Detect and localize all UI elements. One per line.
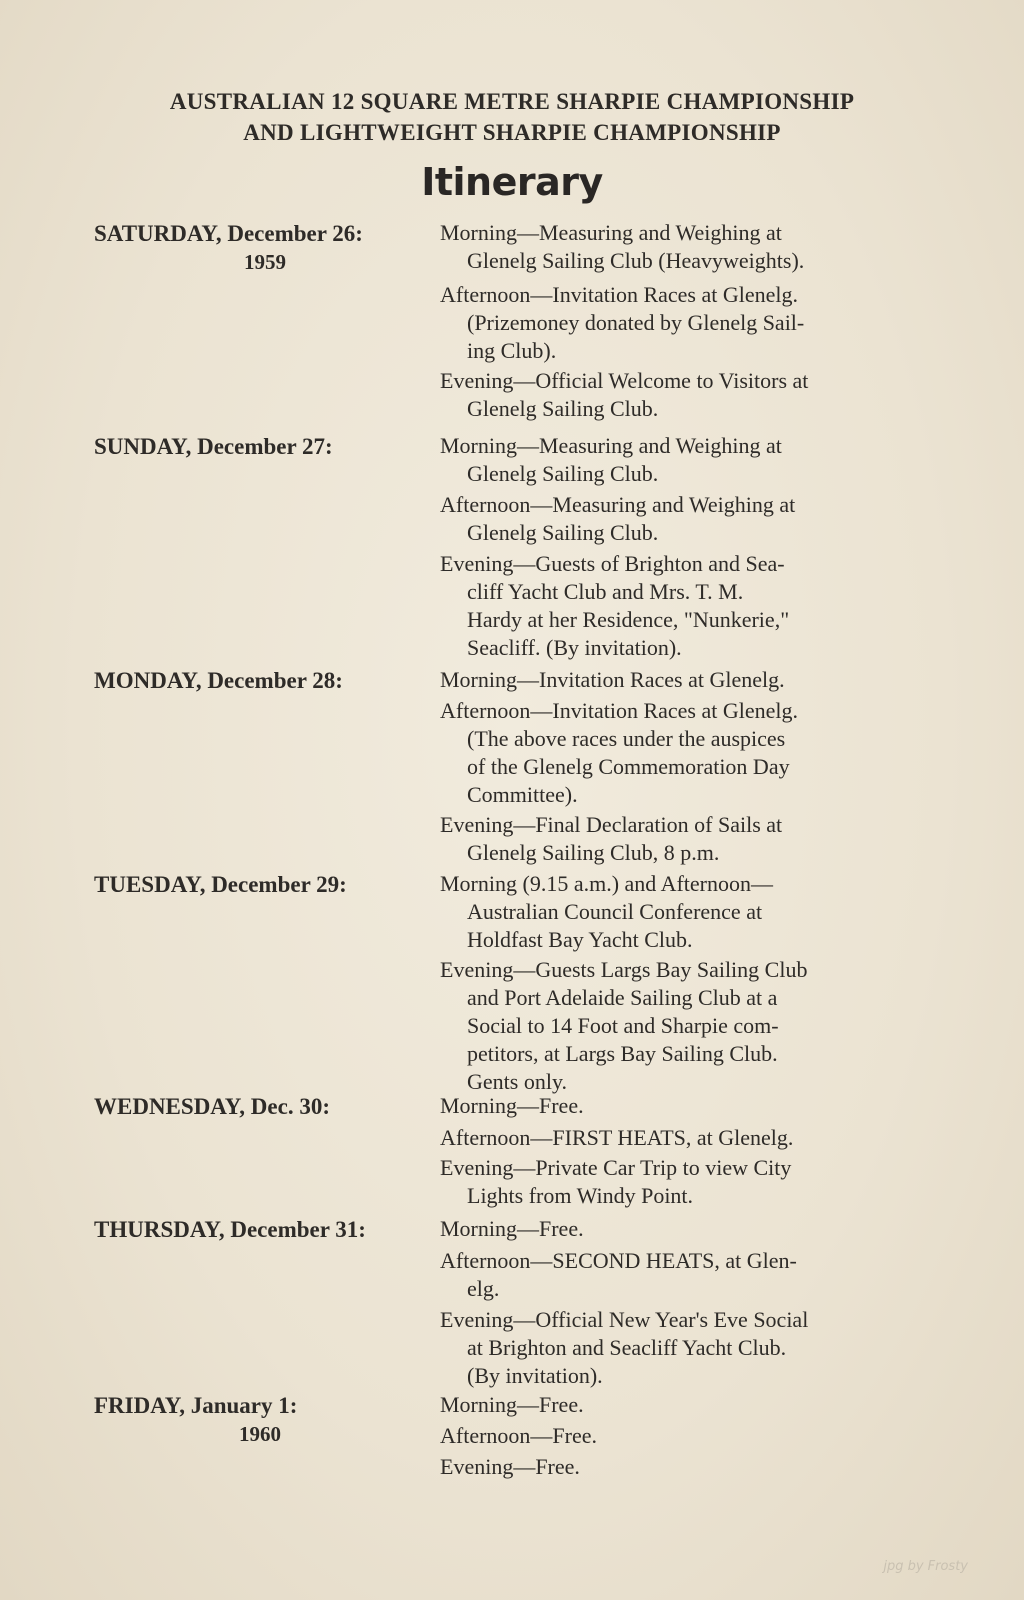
itinerary-entry [440, 219, 912, 275]
day-label-text: THURSDAY, December 31: [94, 1217, 366, 1242]
itinerary-entry [440, 956, 912, 1096]
itinerary-entry [440, 1154, 912, 1210]
entry-line: Evening—Private Car Trip to view City [440, 1155, 792, 1180]
day-year: 1960 [239, 1422, 281, 1446]
entry-line: Gents only. [467, 1069, 568, 1094]
day-label-friday [94, 1391, 434, 1448]
day-label-text: WEDNESDAY, Dec. 30: [94, 1094, 330, 1119]
entry-line: Evening—Free. [440, 1454, 580, 1479]
entry-line: petitors, at Largs Bay Sailing Club. [467, 1041, 778, 1066]
entry-line: Afternoon—FIRST HEATS, at Glenelg. [440, 1125, 794, 1150]
heading-line-2: AND LIGHTWEIGHT SHARPIE CHAMPIONSHIP [243, 120, 781, 145]
entry-line: Glenelg Sailing Club. [467, 461, 659, 486]
itinerary-entry [440, 281, 912, 365]
itinerary-entry [440, 1453, 912, 1481]
day-label-text: MONDAY, December 28: [94, 668, 343, 693]
entry-line: Seacliff. (By invitation). [467, 635, 682, 660]
day-label-wednesday [94, 1092, 434, 1121]
day-label-sunday [94, 432, 434, 461]
itinerary-entry [440, 697, 912, 809]
entry-line: Social to 14 Foot and Sharpie com- [467, 1013, 779, 1038]
itinerary-entry [440, 1391, 912, 1419]
entry-line: Afternoon—Free. [440, 1423, 598, 1448]
entry-line: Glenelg Sailing Club, 8 p.m. [467, 840, 720, 865]
day-label-text: TUESDAY, December 29: [94, 872, 347, 897]
day-label-text: SUNDAY, December 27: [94, 434, 333, 459]
photo-watermark: jpg by Frosty [883, 1559, 968, 1574]
entry-line: (By invitation). [467, 1363, 603, 1388]
entry-line: Glenelg Sailing Club. [467, 396, 659, 421]
entry-line: Morning—Measuring and Weighing at [440, 433, 782, 458]
entry-line: elg. [467, 1276, 500, 1301]
itinerary-entry [440, 1422, 912, 1450]
itinerary-entry [440, 367, 912, 423]
entry-line: Lights from Windy Point. [467, 1183, 694, 1208]
entry-line: at Brighton and Seacliff Yacht Club. [467, 1335, 787, 1360]
entry-line: Afternoon—SECOND HEATS, at Glen- [440, 1248, 797, 1273]
itinerary-entry [440, 550, 912, 662]
entry-line: Afternoon—Invitation Races at Glenelg. [440, 282, 799, 307]
itinerary-entry [440, 666, 912, 694]
entry-line: Glenelg Sailing Club. [467, 520, 659, 545]
entry-line: Afternoon—Invitation Races at Glenelg. [440, 698, 799, 723]
entry-line: Morning (9.15 a.m.) and Afternoon— [440, 871, 773, 896]
entry-line: Evening—Official New Year's Eve Social [440, 1307, 809, 1332]
entry-line: Committee). [467, 782, 578, 807]
itinerary-entry [440, 1124, 912, 1152]
day-label-tuesday [94, 870, 434, 899]
itinerary-entry [440, 432, 912, 488]
entry-line: of the Glenelg Commemoration Day [467, 754, 790, 779]
day-label-text: FRIDAY, January 1: [94, 1393, 298, 1418]
itinerary-entry [440, 811, 912, 867]
entry-line: Australian Council Conference at [467, 899, 763, 924]
entry-line: Morning—Free. [440, 1392, 584, 1417]
entry-line: Evening—Guests Largs Bay Sailing Club [440, 957, 808, 982]
day-label-thursday [94, 1215, 434, 1244]
day-label-monday [94, 666, 434, 695]
itinerary-entry [440, 1092, 912, 1120]
heading-line-1: AUSTRALIAN 12 SQUARE METRE SHARPIE CHAMPIONSHIP [169, 89, 855, 114]
entry-line: (The above races under the auspices [467, 726, 786, 751]
itinerary-entry [440, 1215, 912, 1243]
entry-line: Holdfast Bay Yacht Club. [467, 927, 693, 952]
entry-line: Evening—Final Declaration of Sails at [440, 812, 783, 837]
day-label-text: SATURDAY, December 26: [94, 221, 363, 246]
itinerary-entry [440, 1306, 912, 1390]
entry-line: and Port Adelaide Sailing Club at a [467, 985, 778, 1010]
day-year: 1959 [244, 250, 286, 274]
entry-line: ing Club). [467, 338, 557, 363]
entry-line: Afternoon—Measuring and Weighing at [440, 492, 796, 517]
entry-line: Morning—Free. [440, 1093, 584, 1118]
entry-line: Morning—Free. [440, 1216, 584, 1241]
entry-line: Morning—Measuring and Weighing at [440, 220, 782, 245]
championship-heading [0, 86, 1024, 148]
entry-line: (Prizemoney donated by Glenelg Sail- [467, 310, 805, 335]
entry-line: Evening—Guests of Brighton and Sea- [440, 551, 785, 576]
entry-line: Hardy at her Residence, "Nunkerie," [467, 607, 790, 632]
entry-line: Morning—Invitation Races at Glenelg. [440, 667, 785, 692]
day-label-saturday [94, 219, 434, 276]
page-title: Itinerary [421, 160, 603, 204]
entry-line: cliff Yacht Club and Mrs. T. M. [467, 579, 744, 604]
itinerary-entry [440, 870, 912, 954]
entry-line: Glenelg Sailing Club (Heavyweights). [467, 248, 805, 273]
entry-line: Evening—Official Welcome to Visitors at [440, 368, 809, 393]
itinerary-entry [440, 1247, 912, 1303]
itinerary-entry [440, 491, 912, 547]
